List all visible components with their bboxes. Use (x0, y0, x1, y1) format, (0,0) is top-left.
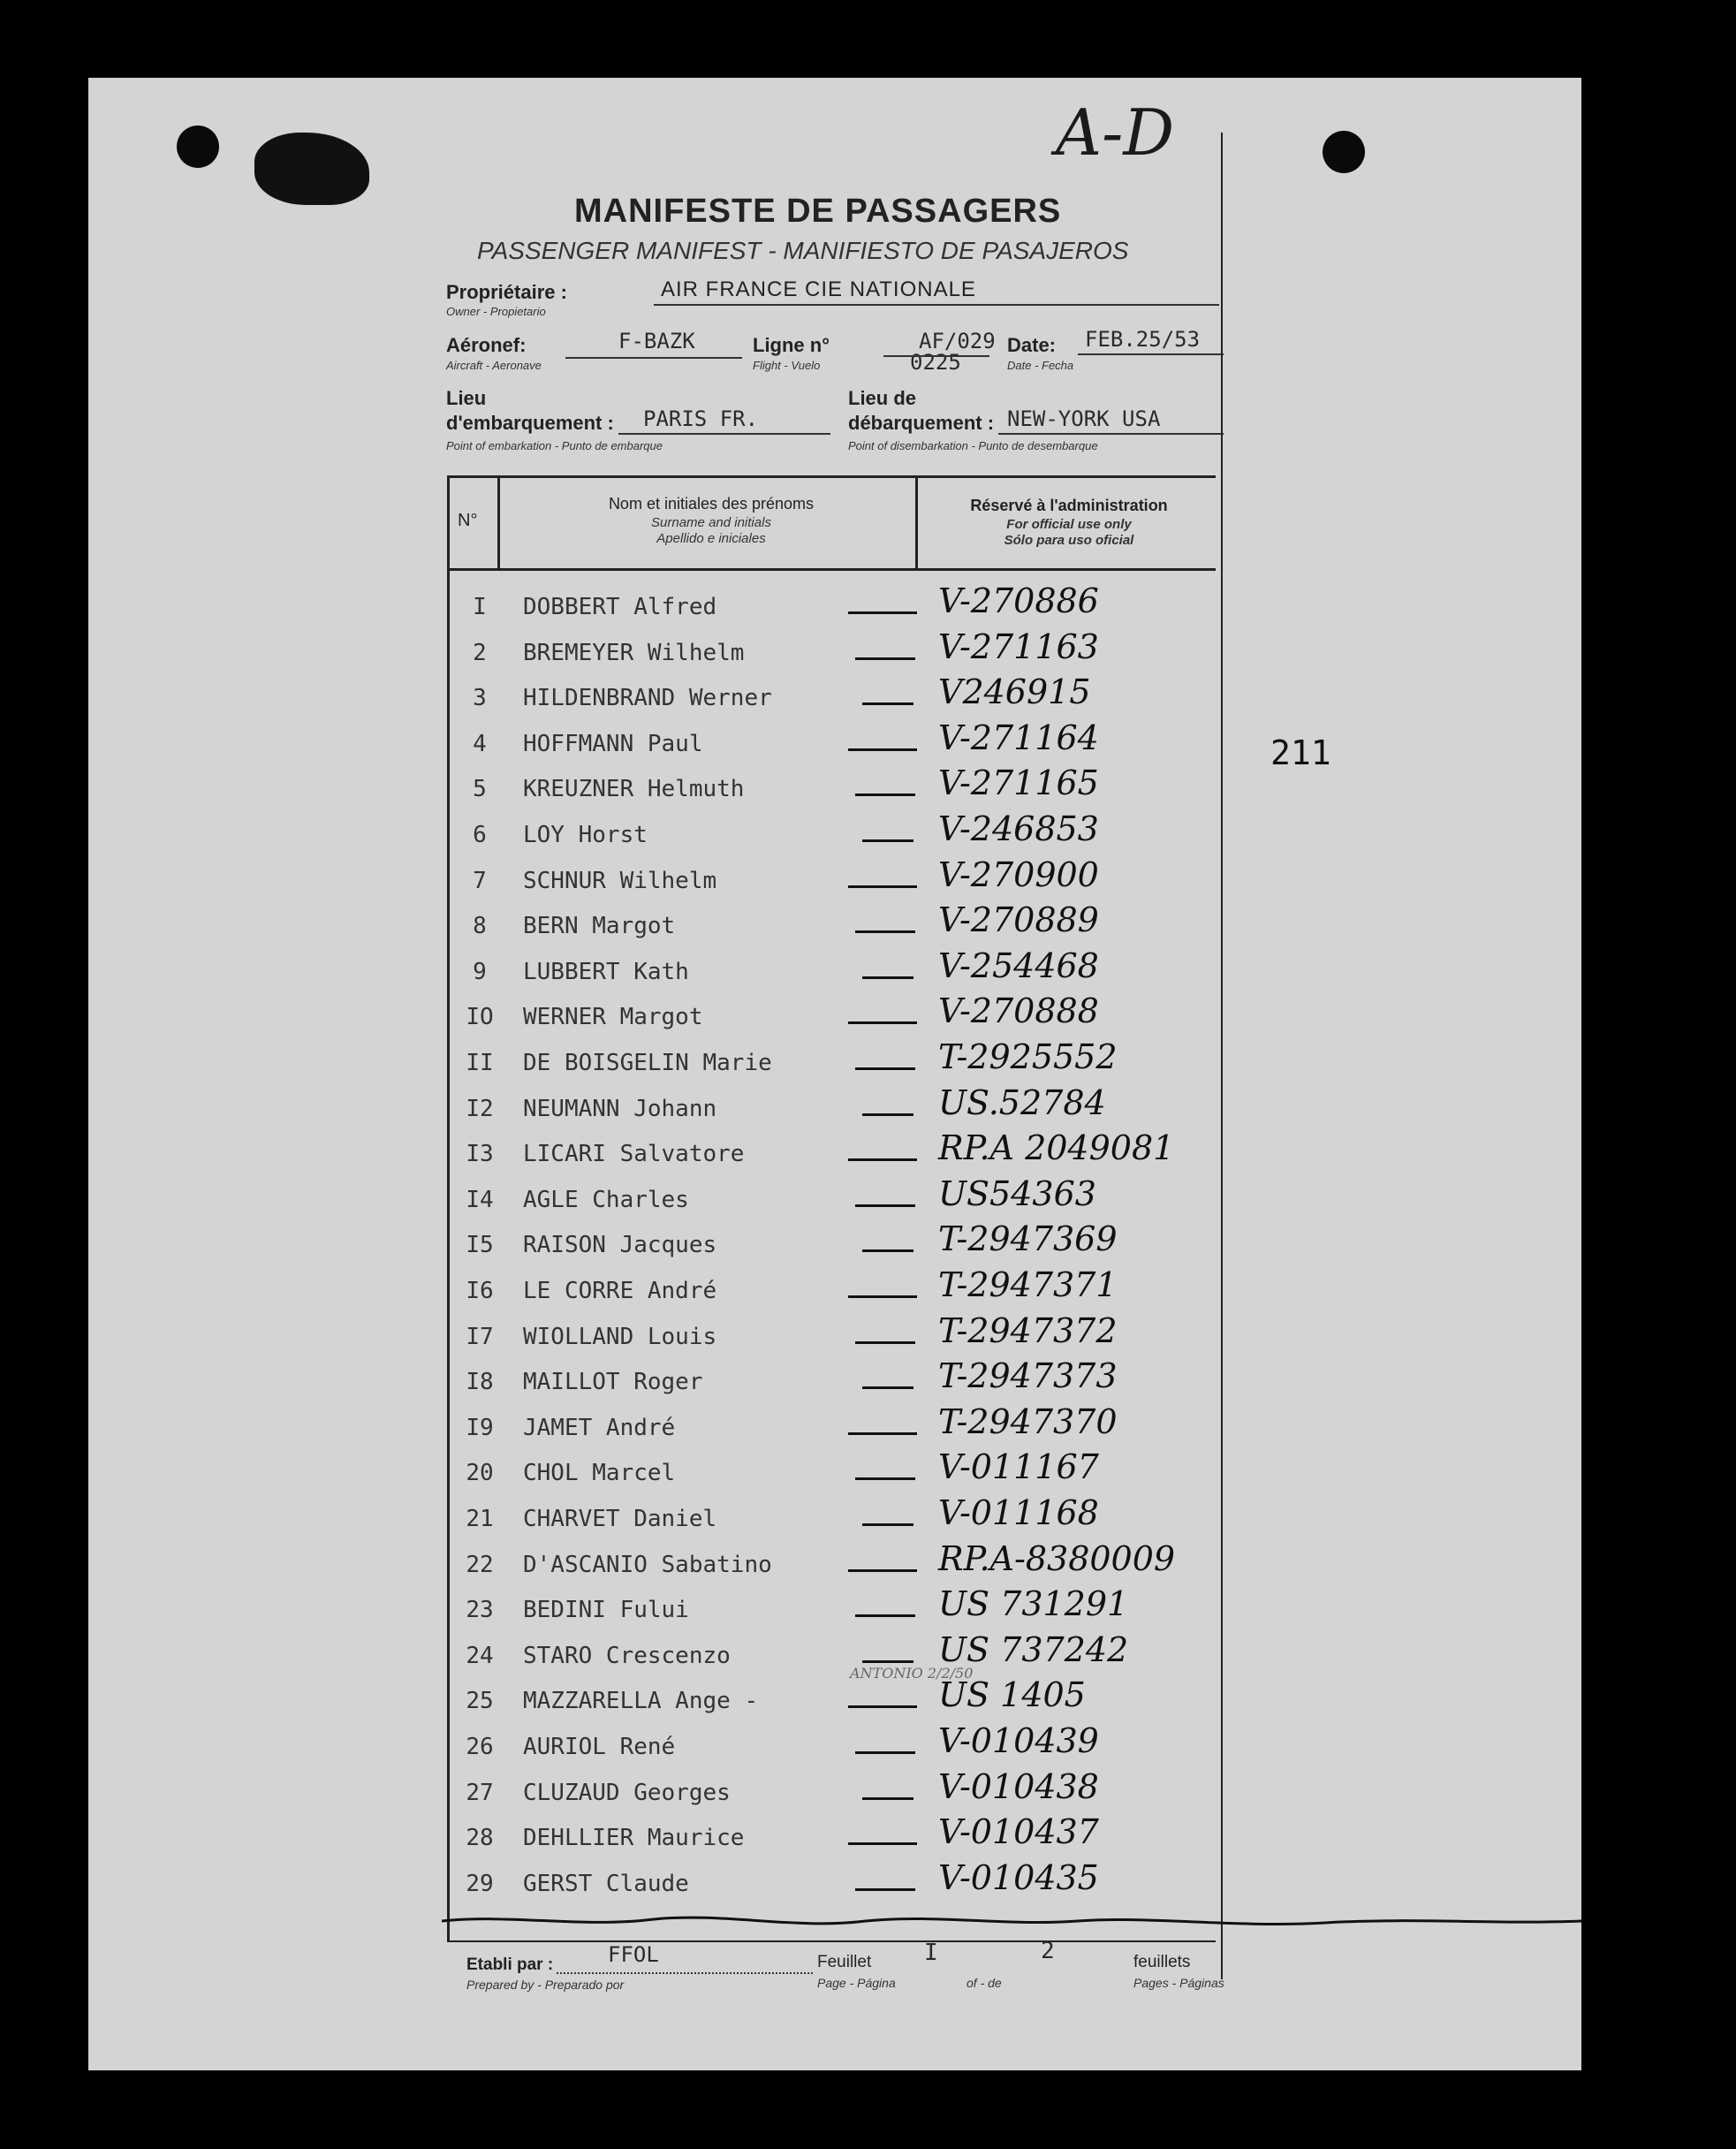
passenger-name: SCHNUR Wilhelm (523, 868, 717, 894)
handwritten-dash (862, 1249, 913, 1252)
embark-label-2: d'embarquement : (446, 412, 614, 434)
admin-reference: V-011167 (938, 1447, 1099, 1486)
table-border-top (447, 475, 1216, 478)
handwritten-dash (862, 1660, 913, 1663)
admin-reference: T-2925552 (938, 1037, 1118, 1076)
col-header-name: Nom et initiales des prénoms (608, 495, 815, 513)
admin-reference: V-270888 (938, 991, 1099, 1030)
col-header-admin-sub-1: For official use only (1006, 517, 1132, 532)
handwritten-dash (848, 748, 917, 751)
row-number: II (466, 1050, 494, 1076)
handwritten-dash (848, 885, 917, 888)
table-header-bottom (447, 568, 1216, 571)
aircraft-sublabel: Aircraft - Aeronave (446, 359, 542, 372)
disembark-sublabel: Point of disembarkation - Punto de desembarque (848, 439, 1098, 452)
handwritten-dash (848, 1569, 917, 1572)
row-number: 25 (466, 1688, 494, 1714)
handwritten-dash (855, 1751, 915, 1754)
admin-reference: RP.A-8380009 (938, 1539, 1176, 1578)
passenger-name: MAILLOT Roger (523, 1369, 703, 1395)
disembark-label-1: Lieu de (848, 387, 917, 409)
handwritten-dash (855, 1067, 915, 1070)
admin-reference: US 737242 (938, 1630, 1129, 1669)
footer-wavy-rule (442, 1905, 1581, 1940)
handwritten-dash (862, 1113, 913, 1116)
prepared-value: FFOL (608, 1942, 659, 1967)
embark-label-1: Lieu (446, 387, 487, 409)
admin-reference: V-270900 (938, 855, 1099, 894)
date-rule (1078, 353, 1224, 355)
handwritten-dash (862, 702, 913, 705)
admin-reference: V-271163 (938, 627, 1099, 666)
passenger-name: LUBBERT Kath (523, 959, 689, 985)
line-label: Ligne n° (753, 334, 830, 356)
admin-reference: V246915 (938, 672, 1091, 711)
admin-reference: V-271164 (938, 718, 1099, 757)
table-border-bottom (447, 1940, 1216, 1942)
row-number: 3 (473, 685, 487, 711)
passenger-name: MAZZARELLA Ange - (523, 1688, 759, 1714)
passenger-name: KREUZNER Helmuth (523, 776, 745, 802)
passenger-name: STARO Crescenzo (523, 1643, 731, 1669)
passenger-name: DOBBERT Alfred (523, 594, 717, 620)
row-number: 2 (473, 640, 487, 666)
handwritten-dash (862, 1523, 913, 1526)
passenger-name: GERST Claude (523, 1871, 689, 1897)
admin-reference: T-2947372 (938, 1311, 1118, 1350)
handwritten-dash (848, 1295, 917, 1298)
passenger-name: LOY Horst (523, 822, 648, 848)
page-title: MANIFESTE DE PASSAGERS (574, 193, 1062, 230)
passenger-name: D'ASCANIO Sabatino (523, 1552, 772, 1578)
of-sublabel: of - de (967, 1976, 1002, 1990)
admin-reference: V-270889 (938, 900, 1099, 939)
admin-reference: V-010439 (938, 1721, 1099, 1760)
row-number: I6 (466, 1278, 494, 1304)
row-number: I8 (466, 1369, 494, 1395)
row-number: 8 (473, 913, 487, 939)
owner-value: AIR FRANCE CIE NATIONALE (661, 277, 976, 301)
handwritten-dash (855, 1341, 915, 1344)
total-sublabel: Pages - Páginas (1133, 1976, 1224, 1990)
handwritten-dash (855, 1477, 915, 1480)
row-number: 27 (466, 1780, 494, 1806)
handwritten-dash (862, 839, 913, 842)
aircraft-value: F-BAZK (618, 329, 695, 353)
passenger-name: BEDINI Fului (523, 1597, 689, 1623)
total-value: 2 (1041, 1938, 1055, 1964)
passenger-name: WERNER Margot (523, 1004, 703, 1030)
page-sublabel: Page - Página (817, 1976, 896, 1990)
passenger-name: AURIOL René (523, 1734, 676, 1760)
owner-sublabel: Owner - Propietario (446, 305, 546, 318)
handwritten-dash (855, 930, 915, 933)
row-number: 20 (466, 1460, 494, 1486)
passenger-name: CHARVET Daniel (523, 1506, 717, 1532)
handwritten-dash (855, 1614, 915, 1617)
table-col-divider-2 (915, 475, 918, 569)
disembark-value: NEW-YORK USA (1007, 406, 1161, 431)
line-sublabel: Flight - Vuelo (753, 359, 821, 372)
admin-reference: V-246853 (938, 809, 1099, 848)
page-subtitle: PASSENGER MANIFEST - MANIFIESTO DE PASAJEROS (477, 237, 1129, 264)
handwritten-dash (855, 1204, 915, 1207)
manifest-sheet (88, 78, 1581, 2070)
row-25-pencil-note: ANTONIO 2/2/50 (850, 1665, 974, 1682)
handwritten-dash (848, 1021, 917, 1024)
passenger-name: WIOLLAND Louis (523, 1324, 717, 1350)
embark-rule (618, 433, 830, 435)
admin-reference: T-2947370 (938, 1402, 1118, 1441)
owner-label: Propriétaire : (446, 281, 567, 303)
row-number: IO (466, 1004, 494, 1030)
row-number: 28 (466, 1825, 494, 1851)
row-number: 21 (466, 1506, 494, 1532)
prepared-sublabel: Prepared by - Preparado por (466, 1978, 625, 1992)
passenger-name: CHOL Marcel (523, 1460, 676, 1486)
handwritten-dash (848, 611, 917, 614)
handwritten-dash (855, 1888, 915, 1891)
disembark-rule (998, 433, 1224, 435)
passenger-name: HILDENBRAND Werner (523, 685, 772, 711)
row-number: I7 (466, 1324, 494, 1350)
owner-rule (654, 304, 1219, 306)
row-number: I (473, 594, 487, 620)
row-number: I3 (466, 1141, 494, 1167)
handwritten-dash (855, 794, 915, 796)
handwritten-dash (862, 1797, 913, 1800)
admin-reference: V-010437 (938, 1812, 1099, 1851)
row-number: I4 (466, 1187, 494, 1213)
col-header-admin: Réservé à l'administration (970, 497, 1168, 514)
handwritten-dash (862, 976, 913, 979)
date-label: Date: (1007, 334, 1057, 356)
passenger-name: DE BOISGELIN Marie (523, 1050, 772, 1076)
line-value-2: 0225 (910, 350, 961, 375)
handwritten-dash (848, 1158, 917, 1161)
admin-reference: V-011168 (938, 1493, 1099, 1532)
row-number: 7 (473, 868, 487, 894)
admin-reference: US 731291 (938, 1584, 1129, 1623)
page-label: Feuillet (817, 1953, 872, 1971)
passenger-name: LE CORRE André (523, 1278, 717, 1304)
col-header-no: N° (458, 511, 478, 530)
admin-reference: US.52784 (938, 1083, 1106, 1122)
col-header-name-sub-2: Apellido e iniciales (656, 531, 766, 546)
aircraft-label: Aéronef: (446, 334, 527, 356)
passenger-name: CLUZAUD Georges (523, 1780, 731, 1806)
total-label: feuillets (1133, 1953, 1191, 1971)
row-number: 5 (473, 776, 487, 802)
row-number: 4 (473, 731, 487, 757)
punch-hole-left (177, 125, 219, 168)
admin-reference: V-271165 (938, 763, 1099, 802)
passenger-name: BREMEYER Wilhelm (523, 640, 745, 666)
passenger-name: LICARI Salvatore (523, 1141, 745, 1167)
corner-mark: A-D (1056, 95, 1175, 170)
handwritten-dash (862, 1386, 913, 1389)
row-number: I5 (466, 1232, 494, 1258)
passenger-name: HOFFMANN Paul (523, 731, 703, 757)
admin-reference: V-254468 (938, 946, 1099, 985)
row-number: 26 (466, 1734, 494, 1760)
admin-reference: T-2947369 (938, 1219, 1118, 1258)
embark-sublabel: Point of embarkation - Punto de embarque (446, 439, 663, 452)
row-number: 22 (466, 1552, 494, 1578)
row-number: 9 (473, 959, 487, 985)
col-header-name-sub-1: Surname and initials (651, 515, 771, 530)
date-sublabel: Date - Fecha (1007, 359, 1074, 372)
disembark-label-2: débarquement : (848, 412, 995, 434)
handwritten-dash (855, 657, 915, 660)
admin-reference: US 1405 (938, 1675, 1086, 1714)
passenger-name: NEUMANN Johann (523, 1096, 717, 1122)
sheet-right-fold (1221, 133, 1223, 1979)
line-rule (883, 355, 989, 357)
admin-reference: US54363 (938, 1174, 1096, 1213)
passenger-name: JAMET André (523, 1415, 676, 1441)
embark-value: PARIS FR. (643, 406, 759, 431)
handwritten-dash (848, 1705, 917, 1708)
prepared-label: Etabli par : (466, 1955, 554, 1974)
row-number: I9 (466, 1415, 494, 1441)
admin-reference: V-010435 (938, 1858, 1099, 1897)
passenger-name: DEHLLIER Maurice (523, 1825, 745, 1851)
row-number: 29 (466, 1871, 494, 1897)
row-number: 23 (466, 1597, 494, 1623)
passenger-name: AGLE Charles (523, 1187, 689, 1213)
side-number: 211 (1270, 733, 1331, 772)
aircraft-rule (565, 357, 742, 359)
col-header-admin-sub-2: Sólo para uso oficial (1004, 533, 1134, 548)
page-value: I (924, 1940, 938, 1966)
handwritten-dash (848, 1842, 917, 1845)
admin-reference: V-010438 (938, 1767, 1099, 1806)
line-value: AF/029 (919, 329, 996, 353)
admin-reference: V-270886 (938, 581, 1099, 620)
handwritten-dash (848, 1432, 917, 1435)
row-number: I2 (466, 1096, 494, 1122)
admin-reference: T-2947371 (938, 1265, 1118, 1304)
passenger-name: BERN Margot (523, 913, 676, 939)
passenger-name: RAISON Jacques (523, 1232, 717, 1258)
date-value: FEB.25/53 (1085, 327, 1201, 352)
prepared-rule (557, 1972, 813, 1974)
row-number: 6 (473, 822, 487, 848)
row-number: 24 (466, 1643, 494, 1669)
admin-reference: RP.A 2049081 (938, 1128, 1175, 1167)
table-col-divider-1 (497, 475, 500, 569)
admin-reference: T-2947373 (938, 1356, 1118, 1395)
punch-hole-right (1323, 131, 1365, 173)
